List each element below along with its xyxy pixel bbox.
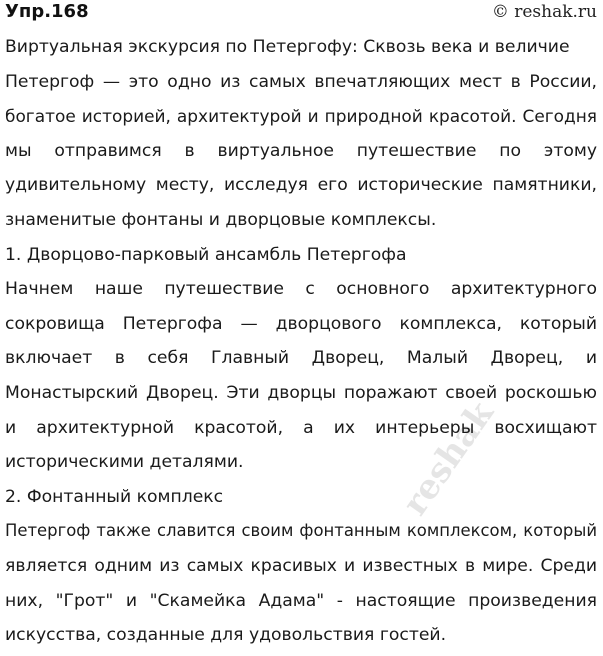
document-body <box>5 30 597 653</box>
text-line: искусства, созданные для удовольствия гостей. <box>5 625 447 646</box>
text-line: Петергоф также славится своим фонтанным комплексом, который <box>5 521 597 541</box>
text-line: и архитектурной красотой, а их интерьеры восхищают <box>5 417 597 438</box>
text-line: Петергоф — это одно из самых впечатляющих мест в России, <box>5 71 597 92</box>
section-heading: 1. Дворцово-парковый ансамбль Петергофа <box>5 244 407 265</box>
text-line: является одним из самых красивых и известных в мире. Среди <box>5 555 597 576</box>
exercise-title: Упр.168 <box>5 1 89 22</box>
text-line: знаменитые фонтаны и дворцовые комплексы. <box>5 209 437 230</box>
doc-title: Виртуальная экскурсия по Петергофу: Сквозь века и величие <box>5 37 570 57</box>
text-line: сокровища Петергофа — дворцового комплекса, который <box>5 313 597 334</box>
section-heading: 2. Фонтанный комплекс <box>5 486 224 507</box>
text-line: удивительному месту, исследуя его исторические памятники, <box>5 175 597 196</box>
diagonal-watermark: reshak <box>395 394 502 523</box>
text-line: мы отправимся в виртуальное путешествие по этому <box>5 140 597 161</box>
text-line: историческими деталями. <box>5 452 244 473</box>
site-watermark: © reshak.ru <box>491 2 597 22</box>
text-line: богатое историей, архитектурой и природной красотой. Сегодня <box>5 106 597 127</box>
text-line: включает в себя Главный Дворец, Малый Дворец, и <box>5 348 597 369</box>
text-line: Начнем наше путешествие с основного архитектурного <box>5 279 597 300</box>
text-line: Монастырский Дворец. Эти дворцы поражают своей роскошью <box>5 382 597 403</box>
text-line: них, "Грот" и "Скамейка Адама" - настоящие произведения <box>5 590 597 611</box>
header <box>5 0 597 28</box>
